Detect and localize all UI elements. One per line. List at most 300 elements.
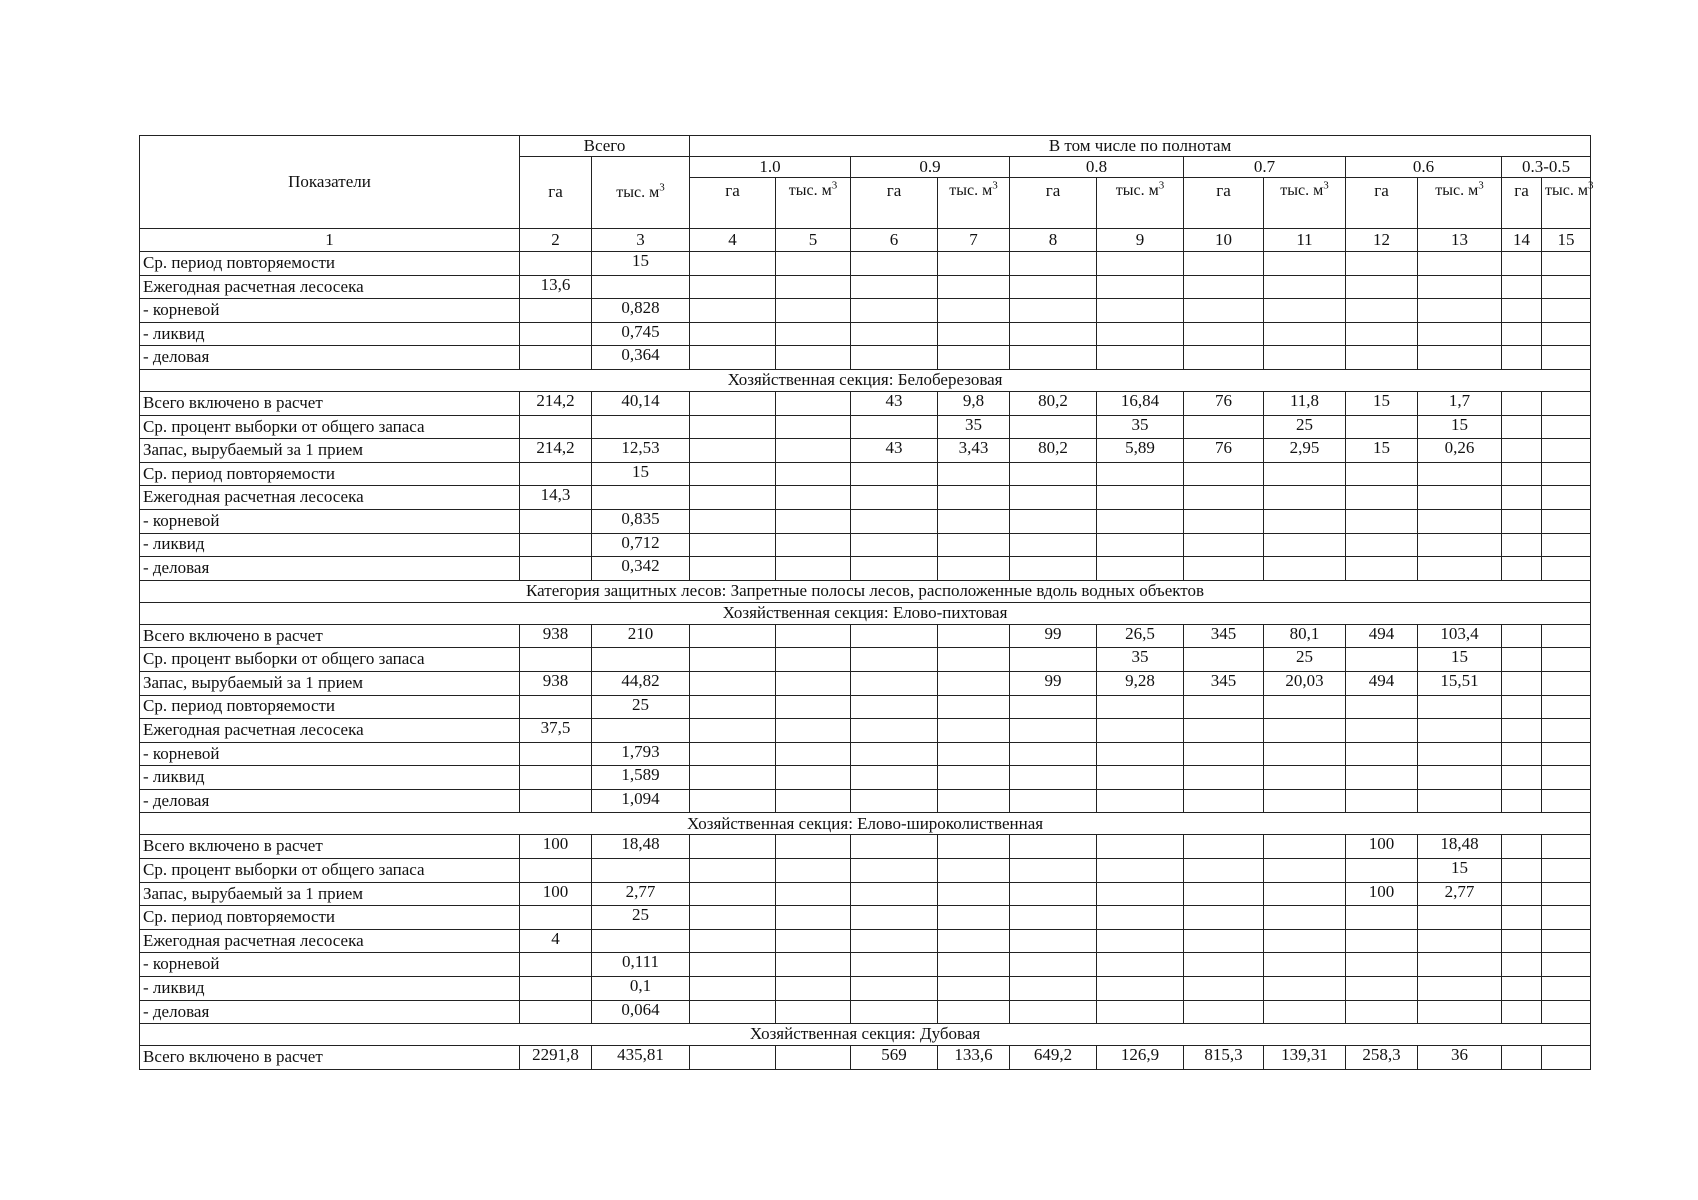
table-cell [776,275,851,299]
table-cell [690,859,776,883]
table-cell [938,557,1010,581]
table-cell [1264,835,1346,859]
table-cell: 938 [520,671,592,695]
table-cell [690,835,776,859]
table-cell: 938 [520,624,592,648]
table-cell: 0,342 [592,557,690,581]
table-cell [1542,533,1591,557]
table-cell [1184,462,1264,486]
table-cell: 1,094 [592,789,690,813]
table-cell [1418,252,1502,276]
table-cell [1542,439,1591,463]
table-cell [776,252,851,276]
table-cell [520,1000,592,1024]
table-cell: 35 [938,415,1010,439]
header-unit-vol [776,178,851,229]
table-row [140,882,1591,906]
table-row [140,533,1591,557]
table-cell [1502,415,1542,439]
table-cell [520,977,592,1001]
table-cell [520,906,592,930]
row-label: - деловая [140,1000,520,1024]
table-cell [1346,346,1418,370]
table-cell [1097,742,1184,766]
table-cell: 0,26 [1418,439,1502,463]
table-cell [1418,299,1502,323]
table-cell [1184,695,1264,719]
table-cell [592,859,690,883]
table-cell [1184,906,1264,930]
table-cell [851,789,938,813]
table-row [140,322,1591,346]
table-cell: 2,77 [592,882,690,906]
row-label: Запас, вырубаемый за 1 прием [140,439,520,463]
table-cell [1346,742,1418,766]
table-cell: 435,81 [592,1046,690,1070]
table-cell [851,462,938,486]
table-cell [1010,648,1097,672]
table-cell [690,882,776,906]
table-cell [1346,789,1418,813]
table-cell: 15 [1418,648,1502,672]
table-cell [1346,695,1418,719]
table-cell [851,906,938,930]
header-unit-vol [938,178,1010,229]
table-cell [1264,953,1346,977]
table-cell [938,906,1010,930]
table-cell [851,1000,938,1024]
table-cell [1346,1000,1418,1024]
table-cell [776,953,851,977]
table-cell: 76 [1184,391,1264,415]
table-cell [1502,346,1542,370]
table-cell: 258,3 [1346,1046,1418,1070]
table-cell: 133,6 [938,1046,1010,1070]
table-cell: 13,6 [520,275,592,299]
table-cell: 100 [1346,835,1418,859]
column-number-row [140,229,1591,252]
table-cell [1264,929,1346,953]
table-cell [690,977,776,1001]
table-row [140,742,1591,766]
table-row [140,415,1591,439]
table-cell [1010,766,1097,790]
row-label: Ежегодная расчетная лесосека [140,719,520,743]
table-cell [1097,533,1184,557]
table-cell [938,509,1010,533]
table-cell [1418,766,1502,790]
table-cell [776,766,851,790]
table-cell [1502,439,1542,463]
table-cell [851,977,938,1001]
table-cell [1097,275,1184,299]
table-cell: 15 [592,252,690,276]
table-cell [1502,557,1542,581]
table-cell [1542,624,1591,648]
section-row [140,813,1591,835]
table-cell [690,346,776,370]
table-cell [1184,252,1264,276]
table-cell [851,486,938,510]
row-label: - деловая [140,346,520,370]
document-page [139,135,1594,1070]
table-cell [1264,486,1346,510]
header-unit-ha: га [1502,178,1542,229]
table-cell [520,695,592,719]
table-cell [851,346,938,370]
table-cell [1010,977,1097,1001]
table-cell: 214,2 [520,439,592,463]
table-cell: 0,1 [592,977,690,1001]
table-cell [1502,929,1542,953]
header-unit-ha: га [690,178,776,229]
table-cell [776,906,851,930]
table-cell: 0,364 [592,346,690,370]
table-cell [776,859,851,883]
table-cell [1502,391,1542,415]
table-row [140,624,1591,648]
table-cell [690,906,776,930]
table-cell [776,299,851,323]
table-cell: 35 [1097,415,1184,439]
table-cell: 345 [1184,671,1264,695]
table-cell [1502,322,1542,346]
row-label: Ежегодная расчетная лесосека [140,275,520,299]
table-cell [520,859,592,883]
table-cell [851,953,938,977]
table-header [140,135,1594,252]
header-total-vol [592,157,690,229]
section-row [140,369,1591,391]
table-cell [1418,346,1502,370]
table-cell: 139,31 [1264,1046,1346,1070]
table-cell [1502,789,1542,813]
table-cell [1010,789,1097,813]
table-cell: 37,5 [520,719,592,743]
table-row [140,486,1591,510]
header-density-0-7: 0.7 [1184,157,1346,178]
table-cell [1346,275,1418,299]
table-cell: 99 [1010,624,1097,648]
table-cell: 15 [1346,439,1418,463]
column-number: 9 [1097,229,1184,252]
table-cell [1346,322,1418,346]
column-number: 14 [1502,229,1542,252]
table-cell [1502,1046,1542,1070]
table-cell [776,322,851,346]
table-cell [938,953,1010,977]
table-cell [851,648,938,672]
vol-unit-sup: 3 [831,179,838,192]
table-cell [1264,322,1346,346]
table-cell [1264,346,1346,370]
table-cell [1184,953,1264,977]
table-cell [1010,742,1097,766]
table-cell [1346,929,1418,953]
table-cell [520,648,592,672]
table-cell [1502,882,1542,906]
table-cell [1502,648,1542,672]
column-number: 10 [1184,229,1264,252]
table-cell [1502,533,1542,557]
table-cell [851,835,938,859]
table-row [140,859,1591,883]
table-cell [1264,859,1346,883]
table-cell [1502,509,1542,533]
table-cell [1542,977,1591,1001]
table-cell [1346,766,1418,790]
table-cell [938,533,1010,557]
header-unit-ha: га [1346,178,1418,229]
table-cell [592,719,690,743]
table-cell [690,415,776,439]
table-cell [1184,275,1264,299]
table-cell [851,557,938,581]
table-cell [1542,391,1591,415]
header-density-0-3-0-5: 0.3-0.5 [1502,157,1591,178]
table-row [140,462,1591,486]
table-cell [1542,509,1591,533]
table-cell [1264,462,1346,486]
table-cell [776,648,851,672]
table-cell [776,533,851,557]
table-cell: 25 [1264,415,1346,439]
table-cell [1418,906,1502,930]
table-cell [592,648,690,672]
table-cell [938,275,1010,299]
table-cell [1010,953,1097,977]
table-row [140,719,1591,743]
vol-unit-text: тыс. м [1115,182,1159,199]
row-label: - корневой [140,953,520,977]
table-cell [1346,486,1418,510]
table-cell: 15 [1418,859,1502,883]
table-cell [776,742,851,766]
table-cell [1542,859,1591,883]
column-number: 12 [1346,229,1418,252]
table-cell [1010,695,1097,719]
table-cell: 5,89 [1097,439,1184,463]
column-number: 13 [1418,229,1502,252]
table-row [140,346,1591,370]
table-cell [1418,929,1502,953]
table-cell: 100 [520,835,592,859]
table-cell [690,299,776,323]
table-cell [1264,252,1346,276]
table-cell [938,648,1010,672]
table-cell [1542,299,1591,323]
table-cell [1346,252,1418,276]
table-cell [1184,346,1264,370]
table-cell [938,929,1010,953]
section-title: Хозяйственная секция: Елово-широколиственная [140,813,1591,835]
table-cell [1346,859,1418,883]
table-cell [851,299,938,323]
row-label: Всего включено в расчет [140,624,520,648]
table-cell [1418,533,1502,557]
table-cell [592,415,690,439]
table-cell [1010,415,1097,439]
table-cell [1418,789,1502,813]
table-cell [1502,719,1542,743]
table-cell: 16,84 [1097,391,1184,415]
table-cell: 43 [851,439,938,463]
table-cell [1418,486,1502,510]
table-cell [1184,789,1264,813]
table-cell: 0,064 [592,1000,690,1024]
table-cell [1184,859,1264,883]
table-cell [690,648,776,672]
row-label: - корневой [140,509,520,533]
table-cell [1346,953,1418,977]
table-cell [851,509,938,533]
table-cell [1097,766,1184,790]
section-title: Хозяйственная секция: Белоберезовая [140,369,1591,391]
table-cell [520,766,592,790]
table-cell [1010,486,1097,510]
row-label: - ликвид [140,533,520,557]
table-cell [851,252,938,276]
table-cell [1097,486,1184,510]
row-label: Ежегодная расчетная лесосека [140,929,520,953]
table-cell [938,695,1010,719]
table-cell: 569 [851,1046,938,1070]
table-cell [1010,346,1097,370]
table-cell [1097,835,1184,859]
table-cell: 0,111 [592,953,690,977]
table-cell: 494 [1346,624,1418,648]
table-cell [1184,322,1264,346]
table-cell [851,742,938,766]
table-cell [776,882,851,906]
section-title: Категория защитных лесов: Запретные полосы лесов, расположенные вдоль водных объектов [140,580,1591,602]
vol-unit-sup: 3 [1478,179,1484,192]
column-number: 11 [1264,229,1346,252]
table-cell [776,462,851,486]
table-cell [1010,533,1097,557]
table-cell [520,462,592,486]
table-cell [520,415,592,439]
table-cell [1184,486,1264,510]
table-cell [776,486,851,510]
table-cell [1010,1000,1097,1024]
table-cell [1184,742,1264,766]
table-cell [1542,789,1591,813]
table-cell [1264,742,1346,766]
table-cell [1184,929,1264,953]
table-cell [938,859,1010,883]
table-cell [1010,719,1097,743]
table-cell [1184,719,1264,743]
row-label: Всего включено в расчет [140,835,520,859]
table-cell [1184,509,1264,533]
table-cell [690,1000,776,1024]
table-cell [1184,977,1264,1001]
table-cell [776,719,851,743]
table-cell: 15 [1346,391,1418,415]
table-cell: 0,835 [592,509,690,533]
table-cell [520,742,592,766]
table-cell [1097,509,1184,533]
section-title: Хозяйственная секция: Елово-пихтовая [140,602,1591,624]
header-indicators: Показатели [140,136,520,229]
table-cell [1184,299,1264,323]
table-cell: 0,828 [592,299,690,323]
table-cell: 0,745 [592,322,690,346]
table-cell [938,299,1010,323]
row-label: Ср. период повторяемости [140,906,520,930]
table-cell: 99 [1010,671,1097,695]
table-cell [1097,882,1184,906]
table-cell [1418,719,1502,743]
table-cell [776,929,851,953]
table-cell [1502,252,1542,276]
table-cell [520,346,592,370]
table-row [140,1046,1591,1070]
table-cell: 40,14 [592,391,690,415]
row-label: Запас, вырубаемый за 1 прием [140,671,520,695]
table-cell: 15 [1418,415,1502,439]
table-cell [938,624,1010,648]
table-cell [1184,557,1264,581]
header-density-0-6: 0.6 [1346,157,1502,178]
table-cell [690,624,776,648]
column-number: 1 [140,229,520,252]
table-row [140,648,1591,672]
table-cell [1418,742,1502,766]
header-by-density: В том числе по полнотам [690,136,1591,157]
table-cell [776,415,851,439]
table-cell [776,346,851,370]
table-cell [1542,695,1591,719]
table-cell [690,252,776,276]
vol-unit-text: тыс. м [788,182,832,199]
column-number: 7 [938,229,1010,252]
table-cell [1264,1000,1346,1024]
table-cell [938,671,1010,695]
row-label: Ежегодная расчетная лесосека [140,486,520,510]
table-cell [1502,859,1542,883]
table-cell [1502,275,1542,299]
table-cell [1097,1000,1184,1024]
table-cell: 103,4 [1418,624,1502,648]
table-cell [690,275,776,299]
table-cell [851,322,938,346]
table-row [140,929,1591,953]
table-cell [1502,742,1542,766]
table-cell [1418,557,1502,581]
table-cell [1542,322,1591,346]
vol-unit-text: тыс. м [616,183,660,201]
table-cell [1097,462,1184,486]
table-cell [1542,766,1591,790]
table-cell [690,1046,776,1070]
table-cell: 36 [1418,1046,1502,1070]
table-cell [520,557,592,581]
table-cell [1097,346,1184,370]
table-cell [1418,953,1502,977]
table-row [140,299,1591,323]
table-cell [776,439,851,463]
table-cell: 35 [1097,648,1184,672]
header-total-ha: га [520,157,592,229]
table-cell: 43 [851,391,938,415]
table-cell [1010,252,1097,276]
table-cell: 4 [520,929,592,953]
row-label: Ср. процент выборки от общего запаса [140,859,520,883]
table-cell [1542,486,1591,510]
table-cell [1010,275,1097,299]
